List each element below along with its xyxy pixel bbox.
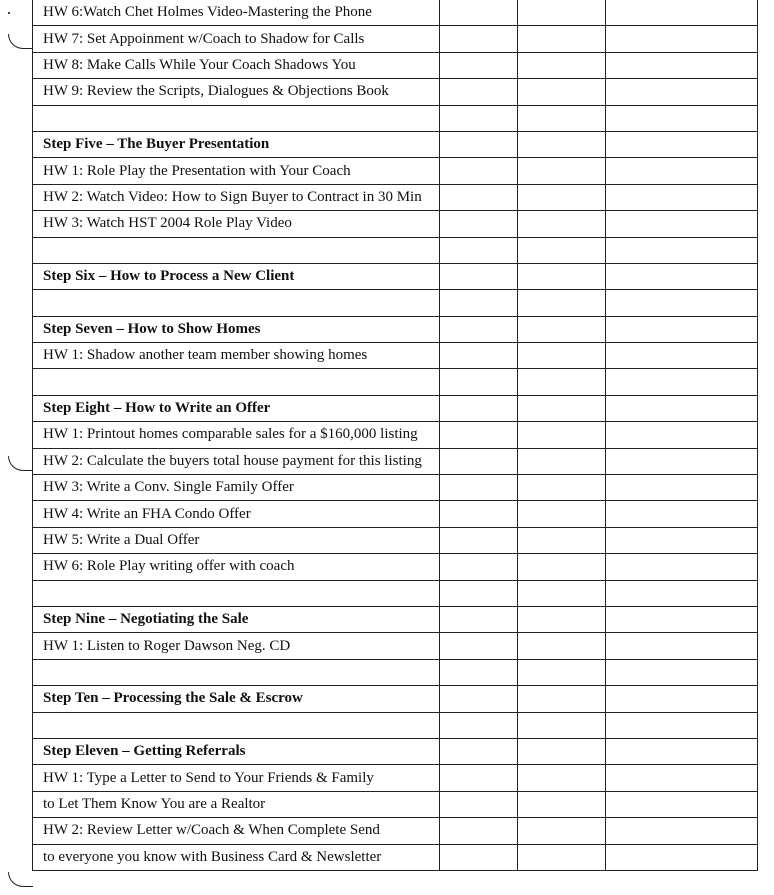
- checkbox-cell-3: [606, 501, 758, 527]
- checkbox-cell-2: [518, 211, 606, 237]
- homework-task: HW 1: Role Play the Presentation with Your Coach: [33, 158, 440, 184]
- homework-row: [33, 554, 758, 580]
- checkbox-cell-3: [606, 818, 758, 844]
- checkbox-cell-2: [518, 527, 606, 553]
- step-heading-row: [33, 738, 758, 764]
- checkbox-cell-2: [518, 844, 606, 870]
- checkbox-cell-3: [606, 554, 758, 580]
- homework-task: HW 7: Set Appoinment w/Coach to Shadow for Calls: [33, 26, 440, 52]
- step-heading-row: [33, 395, 758, 421]
- checkbox-cell-2: [518, 738, 606, 764]
- checkbox-cell-2: [518, 52, 606, 78]
- checkbox-cell-3: [606, 475, 758, 501]
- checkbox-cell-3: [606, 131, 758, 157]
- checkbox-cell-2: [518, 26, 606, 52]
- checkbox-cell-2: [518, 818, 606, 844]
- checkbox-cell-3: [606, 659, 758, 685]
- step-heading: Step Eleven – Getting Referrals: [33, 738, 440, 764]
- checkbox-cell-2: [518, 554, 606, 580]
- step-heading: Step Nine – Negotiating the Sale: [33, 606, 440, 632]
- homework-row: [33, 158, 758, 184]
- homework-task: to Let Them Know You are a Realtor: [33, 791, 440, 817]
- checkbox-cell-2: [518, 131, 606, 157]
- homework-row: [33, 52, 758, 78]
- checkbox-cell-3: [606, 158, 758, 184]
- checkbox-cell-1: [440, 158, 518, 184]
- checkbox-cell-3: [606, 237, 758, 263]
- homework-row: [33, 501, 758, 527]
- checkbox-cell-2: [518, 712, 606, 738]
- step-heading-row: [33, 316, 758, 342]
- checkbox-cell-2: [518, 422, 606, 448]
- checkbox-cell-1: [440, 659, 518, 685]
- step-heading: Step Seven – How to Show Homes: [33, 316, 440, 342]
- checkbox-cell-3: [606, 765, 758, 791]
- checkbox-cell-2: [518, 0, 606, 26]
- checkbox-cell-1: [440, 211, 518, 237]
- blank-cell: [33, 237, 440, 263]
- checkbox-cell-1: [440, 422, 518, 448]
- blank-row: [33, 290, 758, 316]
- step-heading-row: [33, 263, 758, 289]
- checkbox-cell-2: [518, 263, 606, 289]
- checkbox-cell-1: [440, 844, 518, 870]
- homework-task: HW 5: Write a Dual Offer: [33, 527, 440, 553]
- checkbox-cell-1: [440, 712, 518, 738]
- checkbox-cell-2: [518, 765, 606, 791]
- checkbox-cell-2: [518, 290, 606, 316]
- blank-row: [33, 659, 758, 685]
- homework-task: HW 1: Printout homes comparable sales for a $160,000 listing: [33, 422, 440, 448]
- checkbox-cell-3: [606, 79, 758, 105]
- checkbox-cell-1: [440, 0, 518, 26]
- checkbox-cell-2: [518, 105, 606, 131]
- step-heading: Step Eight – How to Write an Offer: [33, 395, 440, 421]
- checkbox-cell-2: [518, 580, 606, 606]
- blank-row: [33, 580, 758, 606]
- checkbox-cell-1: [440, 765, 518, 791]
- checkbox-cell-1: [440, 263, 518, 289]
- checkbox-cell-2: [518, 158, 606, 184]
- checkbox-cell-1: [440, 791, 518, 817]
- checkbox-cell-1: [440, 395, 518, 421]
- homework-row: [33, 475, 758, 501]
- checkbox-cell-2: [518, 659, 606, 685]
- checkbox-cell-1: [440, 448, 518, 474]
- binder-hole-mark-top: [8, 34, 33, 49]
- blank-cell: [33, 290, 440, 316]
- homework-row: [33, 343, 758, 369]
- checkbox-cell-1: [440, 580, 518, 606]
- homework-row: [33, 211, 758, 237]
- checkbox-cell-3: [606, 290, 758, 316]
- homework-task: to everyone you know with Business Card & Newsletter: [33, 844, 440, 870]
- homework-task: HW 3: Watch HST 2004 Role Play Video: [33, 211, 440, 237]
- homework-row: [33, 633, 758, 659]
- checkbox-cell-3: [606, 52, 758, 78]
- binder-hole-mark-bottom: [8, 872, 33, 887]
- homework-task: HW 9: Review the Scripts, Dialogues & Objections Book: [33, 79, 440, 105]
- checkbox-cell-1: [440, 26, 518, 52]
- checkbox-cell-2: [518, 184, 606, 210]
- step-heading-row: [33, 131, 758, 157]
- homework-task: HW 2: Review Letter w/Coach & When Complete Send: [33, 818, 440, 844]
- checkbox-cell-2: [518, 475, 606, 501]
- checkbox-cell-1: [440, 184, 518, 210]
- checkbox-cell-3: [606, 369, 758, 395]
- blank-cell: [33, 105, 440, 131]
- checkbox-cell-2: [518, 316, 606, 342]
- blank-row: [33, 105, 758, 131]
- checkbox-cell-3: [606, 26, 758, 52]
- homework-task: HW 6: Role Play writing offer with coach: [33, 554, 440, 580]
- checkbox-cell-1: [440, 343, 518, 369]
- checkbox-cell-3: [606, 606, 758, 632]
- step-heading-row: [33, 606, 758, 632]
- homework-row: [33, 0, 758, 26]
- checklist-body: [33, 0, 758, 870]
- checkbox-cell-2: [518, 501, 606, 527]
- checkbox-cell-2: [518, 606, 606, 632]
- step-heading-row: [33, 686, 758, 712]
- checkbox-cell-2: [518, 369, 606, 395]
- checkbox-cell-3: [606, 712, 758, 738]
- checkbox-cell-2: [518, 79, 606, 105]
- homework-row: [33, 184, 758, 210]
- blank-row: [33, 369, 758, 395]
- blank-cell: [33, 712, 440, 738]
- checkbox-cell-3: [606, 580, 758, 606]
- homework-task: HW 6:Watch Chet Holmes Video-Mastering the Phone: [33, 0, 440, 26]
- checkbox-cell-1: [440, 554, 518, 580]
- step-heading: Step Five – The Buyer Presentation: [33, 131, 440, 157]
- checkbox-cell-3: [606, 791, 758, 817]
- blank-row: [33, 712, 758, 738]
- checklist-sheet: [32, 0, 757, 871]
- blank-row: [33, 237, 758, 263]
- blank-cell: [33, 659, 440, 685]
- homework-task: HW 4: Write an FHA Condo Offer: [33, 501, 440, 527]
- checkbox-cell-1: [440, 606, 518, 632]
- checkbox-cell-3: [606, 422, 758, 448]
- checkbox-cell-3: [606, 105, 758, 131]
- checkbox-cell-3: [606, 211, 758, 237]
- checkbox-cell-3: [606, 633, 758, 659]
- homework-row: [33, 422, 758, 448]
- checkbox-cell-1: [440, 290, 518, 316]
- checkbox-cell-1: [440, 527, 518, 553]
- homework-row: [33, 527, 758, 553]
- checkbox-cell-1: [440, 686, 518, 712]
- homework-row: [33, 26, 758, 52]
- checkbox-cell-2: [518, 633, 606, 659]
- checkbox-cell-1: [440, 79, 518, 105]
- checkbox-cell-1: [440, 316, 518, 342]
- homework-row: [33, 818, 758, 844]
- checkbox-cell-3: [606, 844, 758, 870]
- homework-checklist-table: [32, 0, 758, 871]
- checkbox-cell-3: [606, 448, 758, 474]
- checkbox-cell-3: [606, 343, 758, 369]
- binder-hole-mark-middle: [8, 456, 33, 471]
- homework-row: [33, 448, 758, 474]
- checkbox-cell-2: [518, 343, 606, 369]
- checkbox-cell-3: [606, 738, 758, 764]
- homework-task: HW 1: Shadow another team member showing homes: [33, 343, 440, 369]
- checkbox-cell-1: [440, 818, 518, 844]
- checkbox-cell-3: [606, 686, 758, 712]
- checkbox-cell-3: [606, 263, 758, 289]
- checkbox-cell-1: [440, 633, 518, 659]
- homework-task: HW 1: Type a Letter to Send to Your Friends & Family: [33, 765, 440, 791]
- checkbox-cell-2: [518, 686, 606, 712]
- step-heading: Step Six – How to Process a New Client: [33, 263, 440, 289]
- checkbox-cell-2: [518, 448, 606, 474]
- homework-task: HW 3: Write a Conv. Single Family Offer: [33, 475, 440, 501]
- homework-task: HW 2: Watch Video: How to Sign Buyer to Contract in 30 Min: [33, 184, 440, 210]
- checkbox-cell-1: [440, 738, 518, 764]
- checkbox-cell-1: [440, 501, 518, 527]
- checkbox-cell-1: [440, 369, 518, 395]
- checkbox-cell-3: [606, 0, 758, 26]
- checkbox-cell-3: [606, 527, 758, 553]
- checkbox-cell-1: [440, 52, 518, 78]
- checkbox-cell-2: [518, 237, 606, 263]
- homework-task: HW 8: Make Calls While Your Coach Shadows You: [33, 52, 440, 78]
- checkbox-cell-1: [440, 237, 518, 263]
- checkbox-cell-3: [606, 184, 758, 210]
- homework-row: [33, 791, 758, 817]
- homework-row: [33, 79, 758, 105]
- checkbox-cell-1: [440, 131, 518, 157]
- checkbox-cell-3: [606, 316, 758, 342]
- checkbox-cell-1: [440, 105, 518, 131]
- homework-task: HW 1: Listen to Roger Dawson Neg. CD: [33, 633, 440, 659]
- blank-cell: [33, 580, 440, 606]
- checkbox-cell-3: [606, 395, 758, 421]
- step-heading: Step Ten – Processing the Sale & Escrow: [33, 686, 440, 712]
- checkbox-cell-1: [440, 475, 518, 501]
- page-speck: [8, 12, 10, 14]
- checkbox-cell-2: [518, 791, 606, 817]
- homework-task: HW 2: Calculate the buyers total house payment for this listing: [33, 448, 440, 474]
- blank-cell: [33, 369, 440, 395]
- homework-row: [33, 765, 758, 791]
- checkbox-cell-2: [518, 395, 606, 421]
- homework-row: [33, 844, 758, 870]
